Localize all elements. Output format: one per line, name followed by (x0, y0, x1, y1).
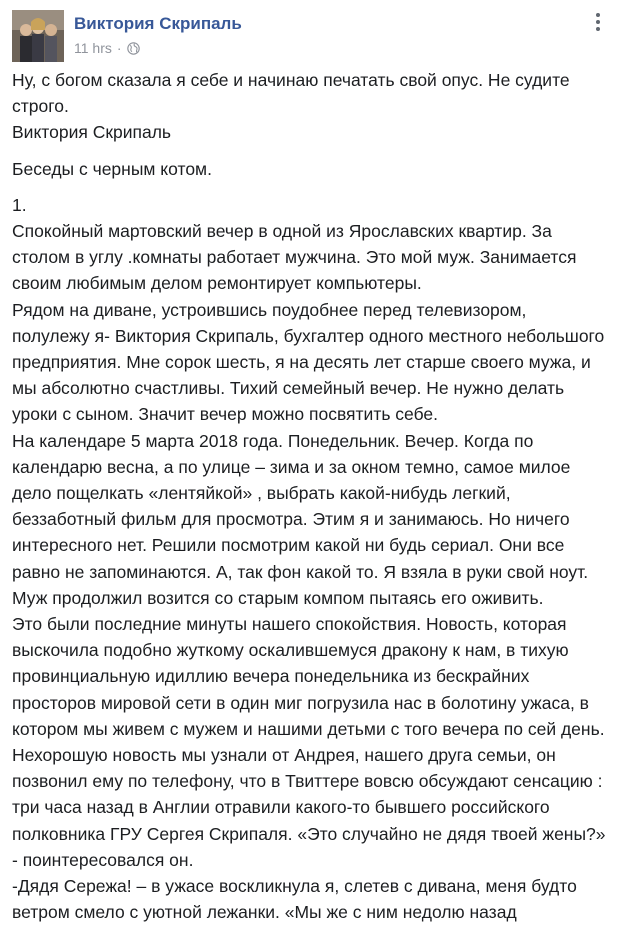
post-text-line: интересного нет. Решили посмотрим какой ни будь сериал. Они все (12, 535, 565, 556)
post-text-line: Рядом на диване, устроившись поудобнее перед телевизором, (12, 299, 527, 320)
post-text-line: полулежу я- Виктория Скрипаль, бухгалтер одного местного небольшого (12, 325, 605, 346)
post-timestamp[interactable]: 11 hrs (74, 40, 112, 56)
post-meta (74, 40, 140, 56)
avatar-photo (12, 10, 64, 62)
post-text-line: провинциальную идиллию вечера понедельника из бескрайних (12, 666, 530, 687)
post-text-line: строго. (12, 96, 69, 117)
post-text-line: - поинтересовался он. (12, 849, 194, 870)
post-text-line: своим любимым делом ремонтирует компьютеры. (12, 273, 422, 294)
post-body (12, 67, 612, 926)
post-text-line: ветром смело с уютной лежанки. «Мы же с ним недолю назад (12, 902, 517, 923)
paragraph-gap (12, 146, 612, 156)
post-text-line: 1. (12, 194, 27, 215)
author-avatar[interactable] (12, 10, 64, 62)
post-header (12, 10, 608, 62)
globe-icon[interactable] (127, 42, 140, 55)
post-text-line: предприятия. Мне сорок шесть, я на десять лет старше своего мужа, и (12, 352, 591, 373)
post-text-line: Виктория Скрипаль (12, 122, 172, 143)
post-text-line: выскочила подобно жуткому оскалившемуся дракону к нам, в тихую (12, 640, 569, 661)
post-text-line: равно не запоминаются. А, так фон какой то. Я взяла в руки свой ноут. (12, 561, 589, 582)
post-text-line: беззаботный фильм для просмотра. Этим я и занимаюсь. Но ничего (12, 509, 570, 530)
post-text-line: столом в углу .комнаты работает мужчина. Это мой муж. Занимается (12, 247, 577, 268)
post-text-line: Это были последние минуты нашего спокойствия. Новость, которая (12, 614, 567, 635)
post-text-line: дело пощелкать «лентяйкой» , выбрать какой-нибудь легкий, (12, 483, 511, 504)
post-text-line: три часа назад в Англии отравили какого-то бывшего российского (12, 797, 550, 818)
post-text-line: уроки с сыном. Значит вечер можно посвятить себе. (12, 404, 439, 425)
post-text-line: календарю весна, а по улице – зима и за окном темно, самое милое (12, 456, 571, 477)
paragraph-gap (12, 182, 612, 192)
post-text-line: Нехорошую новость мы узнали от Андрея, нашего друга семьи, он (12, 745, 556, 766)
post-text-line: мы абсолютно счастливы. Тихий семейный вечер. Не нужно делать (12, 378, 565, 399)
post-text-line: На календаре 5 марта 2018 года. Понедельник. Вечер. Когда по (12, 430, 534, 451)
post-text-line: позвонил ему по телефону, что в Твиттере вовсю обсуждают сенсацию : (12, 771, 603, 792)
post-text-line: Ну, с богом сказала я себе и начинаю печатать свой опус. Не судите (12, 70, 570, 90)
meta-separator: · (116, 40, 122, 56)
post-text-line: просторов мировой сети в один миг погрузила нас в болотину ужаса, в (12, 692, 589, 713)
post-text-line: Спокойный мартовский вечер в одной из Ярославских квартир. За (12, 221, 552, 242)
post-text-line: -Дядя Сережа! – в ужасе воскликнула я, слетев с дивана, меня будто (12, 876, 577, 897)
post-text-line: Муж продолжил возится со старым компом пытаясь его оживить. (12, 587, 544, 608)
author-name[interactable]: Виктория Скрипаль (74, 14, 242, 33)
post-text-line: полковника ГРУ Сергея Скрипаля. «Это случайно не дядя твоей жены?» (12, 823, 606, 844)
post-text-line: котором мы живем с мужем и нашими детьми с того вечера по сей день. (12, 718, 605, 739)
more-options-icon[interactable] (588, 12, 608, 32)
post-text-line: Беседы с черным котом. (12, 158, 212, 179)
